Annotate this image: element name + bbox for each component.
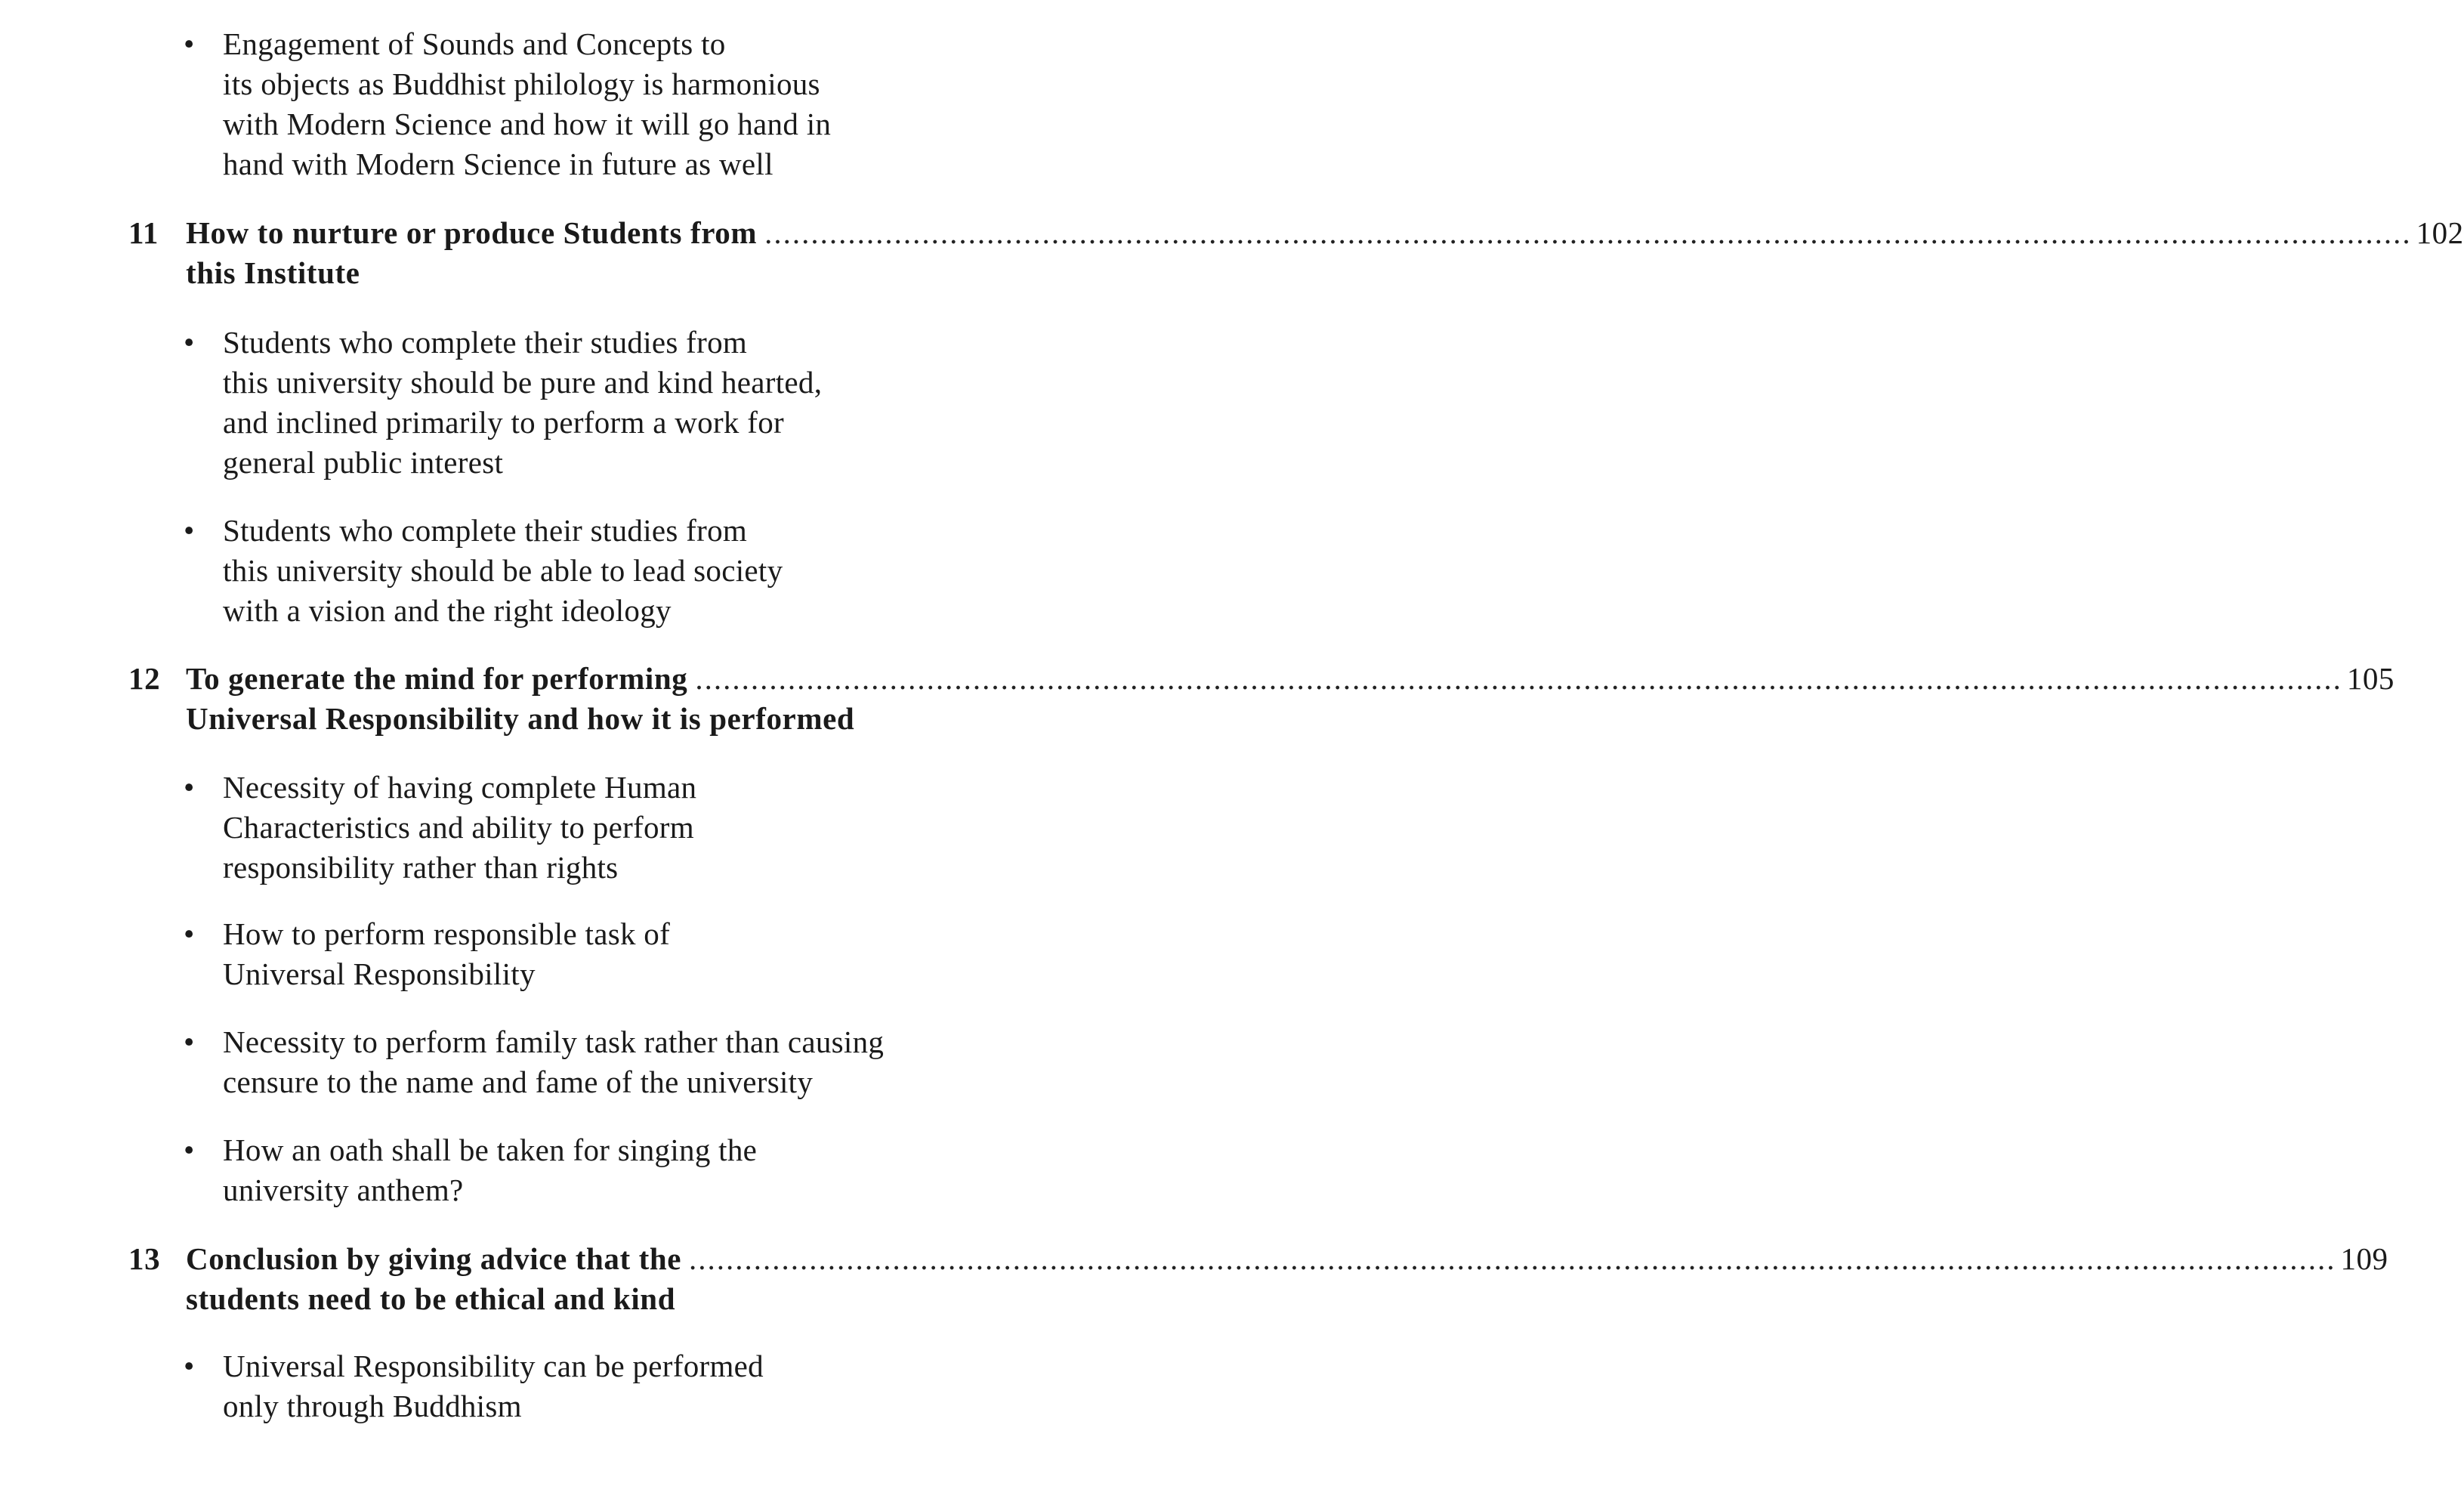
entry-title-line2: this Institute <box>186 255 360 290</box>
bullet-line: general public interest <box>223 445 504 480</box>
entry-number: 12 <box>128 661 161 696</box>
bullet-line: Engagement of Sounds and Concepts to <box>223 26 726 61</box>
bullet-dot: • <box>184 770 195 805</box>
bullet-line: How to perform responsible task of <box>223 916 671 951</box>
bullet-line: Characteristics and ability to perform <box>223 810 694 845</box>
dot-leader: .................................................................................................................................................................................. <box>689 1241 2336 1276</box>
entry-title-line1: How to nurture or produce Students from <box>186 215 758 250</box>
bullet-line: its objects as Buddhist philology is harmonious <box>223 66 820 101</box>
entry-title-row <box>186 1279 675 1319</box>
bullet-text <box>223 24 1054 184</box>
entry-title-line2: students need to be ethical and kind <box>186 1281 676 1316</box>
entry-title-row <box>186 1239 2388 1279</box>
bullet-line: only through Buddhism <box>223 1389 522 1423</box>
entry-page-number: 105 <box>2346 661 2395 696</box>
bullet-line: censure to the name and fame of the university <box>223 1064 814 1099</box>
bullet-line: hand with Modern Science in future as well <box>223 147 773 181</box>
bullet-text <box>223 914 1054 994</box>
bullet-text <box>223 323 1054 483</box>
bullet-dot: • <box>184 1132 195 1167</box>
bullet-text <box>223 511 1054 631</box>
entry-title-row <box>186 253 360 293</box>
bullet-text <box>223 768 1054 888</box>
bullet-line: Necessity of having complete Human <box>223 770 697 805</box>
entry-number: 11 <box>128 215 159 250</box>
entry-page-number: 102 <box>2416 215 2464 250</box>
entry-title-row <box>186 699 854 739</box>
bullet-line: How an oath shall be taken for singing the <box>223 1132 758 1167</box>
bullet-dot: • <box>184 325 195 360</box>
bullet-line: university anthem? <box>223 1173 464 1207</box>
bullet-line: Universal Responsibility <box>223 956 536 991</box>
bullet-dot: • <box>184 1024 195 1059</box>
bullet-line: with Modern Science and how it will go hand in <box>223 107 832 141</box>
bullet-line: responsibility rather than rights <box>223 850 619 885</box>
bullet-line: this university should be pure and kind hearted, <box>223 365 823 400</box>
bullet-line: with a vision and the right ideology <box>223 593 672 628</box>
bullet-line: Universal Responsibility can be performed <box>223 1349 764 1383</box>
bullet-text <box>223 1130 1054 1210</box>
entry-title-line1: To generate the mind for performing <box>186 661 688 696</box>
bullet-line: and inclined primarily to perform a work for <box>223 405 784 440</box>
bullet-text <box>223 1346 1054 1426</box>
dot-leader: .................................................................................................................................................................................. <box>764 215 2412 250</box>
entry-title-row <box>186 659 2395 699</box>
bullet-dot: • <box>184 26 195 61</box>
entry-title-line2: Universal Responsibility and how it is performed <box>186 701 855 736</box>
dot-leader: .................................................................................................................................................................................. <box>695 661 2342 696</box>
entry-title-row <box>186 213 2464 253</box>
bullet-line: this university should be able to lead society <box>223 553 783 588</box>
bullet-line: Students who complete their studies from <box>223 325 748 360</box>
bullet-dot: • <box>184 513 195 548</box>
bullet-line: Necessity to perform family task rather than causing <box>223 1024 885 1059</box>
entry-page-number: 109 <box>2340 1241 2388 1276</box>
bullet-text <box>223 1022 1054 1102</box>
bullet-line: Students who complete their studies from <box>223 513 748 548</box>
bullet-dot: • <box>184 916 195 951</box>
bullet-dot: • <box>184 1349 195 1383</box>
entry-number: 13 <box>128 1241 161 1276</box>
entry-title-line1: Conclusion by giving advice that the <box>186 1241 682 1276</box>
